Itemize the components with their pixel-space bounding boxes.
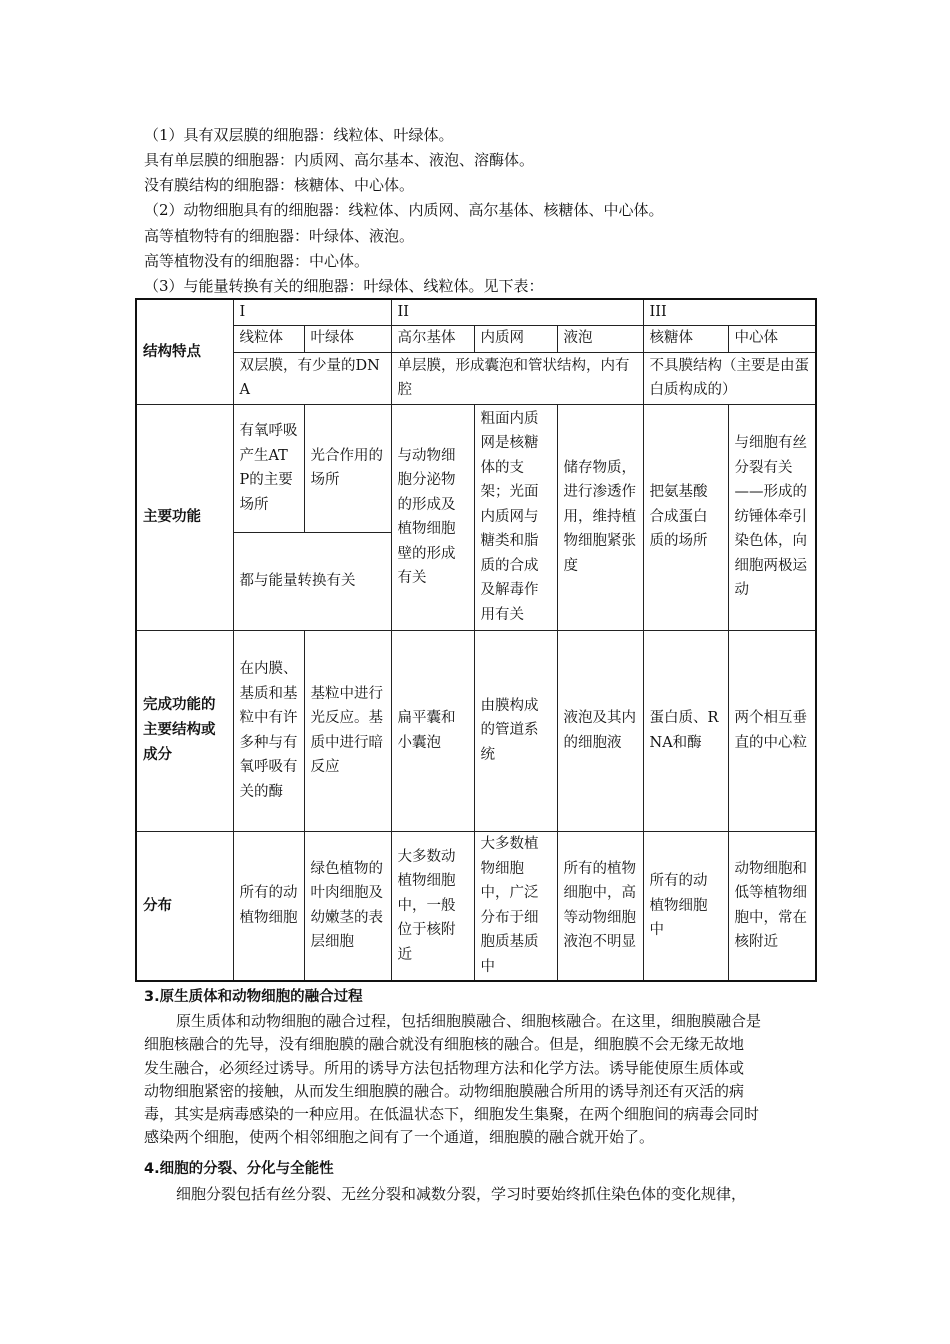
intro-line-6: 高等植物没有的细胞器：中心体。: [144, 252, 370, 270]
intro-line-5: 高等植物特有的细胞器：叶绿体、液泡。: [144, 227, 415, 245]
structure-group3: 不具膜结构（主要是由蛋白质构成的）: [643, 352, 816, 404]
group-header-3: III: [643, 299, 816, 325]
intro-line-7: （3）与能量转换有关的细胞器：叶绿体、线粒体。见下表：: [144, 277, 544, 295]
col-mitochondria: 线粒体: [233, 325, 304, 352]
components-er: 由膜构成的管道系统: [474, 630, 557, 831]
organelle-table: [135, 298, 817, 982]
function-ribosome: 把氨基酸合成蛋白质的场所: [643, 404, 728, 630]
section3-paragraph: [144, 1010, 812, 1150]
function-golgi: 与动物细胞分泌物的形成及植物细胞壁的形成有关: [391, 404, 474, 630]
distribution-mitochondria: 所有的动植物细胞: [233, 831, 304, 981]
section3-line-5: 毒，其实是病毒感染的一种应用。在低温状态下，细胞发生集聚，在两个细胞间的病毒会同时: [144, 1105, 760, 1124]
section4-title: 4.细胞的分裂、分化与全能性: [144, 1161, 334, 1177]
section3-line-3: 发生融合，必须经过诱导。所用的诱导方法包括物理方法和化学方法。诱导能使原生质体或: [144, 1058, 745, 1077]
structure-group1: 双层膜，有少量的DNA: [233, 352, 391, 404]
components-centrosome: 两个相互垂直的中心粒: [728, 630, 816, 831]
col-chloroplast: 叶绿体: [304, 325, 391, 352]
section3-line-4: 动物细胞紧密的接触，从而发生细胞膜的融合。动物细胞膜融合所用的诱导剂还有灭活的病: [144, 1081, 745, 1100]
intro-line-2: 具有单层膜的细胞器：内质网、高尔基本、液泡、溶酶体。: [144, 151, 535, 169]
intro-line-4: （2）动物细胞具有的细胞器：线粒体、内质网、高尔基体、核糖体、中心体。: [144, 201, 664, 219]
col-centrosome: 中心体: [728, 325, 816, 352]
distribution-ribosome: 所有的动植物细胞中: [643, 831, 728, 981]
components-chloroplast: 基粒中进行光反应。基质中进行暗反应: [304, 630, 391, 831]
components-vacuole: 液泡及其内的细胞液: [557, 630, 643, 831]
col-er: 内质网: [474, 325, 557, 352]
components-mitochondria: 在内膜、基质和基粒中有许多种与有氧呼吸有关的酶: [233, 630, 304, 831]
function-er: 粗面内质网是核糖体的支架；光面内质网与糖类和脂质的合成及解毒作用有关: [474, 404, 557, 630]
row-header-function: 主要功能: [136, 404, 233, 630]
intro-line-3: 没有膜结构的细胞器：核糖体、中心体。: [144, 176, 415, 194]
distribution-chloroplast: 绿色植物的叶肉细胞及幼嫩茎的表层细胞: [304, 831, 391, 981]
section3-title: 3.原生质体和动物细胞的融合过程: [144, 989, 363, 1005]
col-ribosome: 核糖体: [643, 325, 728, 352]
intro-line-1: （1）具有双层膜的细胞器：线粒体、叶绿体。: [144, 126, 454, 144]
section3-line-2: 细胞核融合的先导，没有细胞膜的融合就没有细胞核的融合。但是，细胞膜不会无缘无故地: [144, 1035, 745, 1054]
section3-line-1: 原生质体和动物细胞的融合过程，包括细胞膜融合、细胞核融合。在这里，细胞膜融合是: [176, 1012, 762, 1030]
distribution-vacuole: 所有的植物细胞中，高等动物细胞液泡不明显: [557, 831, 643, 981]
group-header-1: I: [233, 299, 391, 325]
function-centrosome: 与细胞有丝分裂有关——形成的纺锤体牵引染色体，向细胞两极运动: [728, 404, 816, 630]
section3-line-6: 感染两个细胞，使两个相邻细胞之间有了一个通道，细胞膜的融合就开始了。: [144, 1128, 655, 1147]
col-golgi: 高尔基体: [391, 325, 474, 352]
section4-line-1: 细胞分裂包括有丝分裂、无丝分裂和减数分裂，学习时要始终抓住染色体的变化规律，: [176, 1185, 747, 1203]
function-shared-energy: 都与能量转换有关: [233, 532, 391, 630]
row-header-distribution: 分布: [136, 831, 233, 981]
function-chloroplast: 光合作用的场所: [304, 404, 391, 532]
row-header-structure: 结构特点: [136, 299, 233, 404]
distribution-centrosome: 动物细胞和低等植物细胞中，常在核附近: [728, 831, 816, 981]
row-header-components: 完成功能的主要结构或成分: [136, 630, 233, 831]
section4-paragraph: [144, 1183, 812, 1206]
distribution-er: 大多数植物细胞中，广泛分布于细胞质基质中: [474, 831, 557, 981]
col-vacuole: 液泡: [557, 325, 643, 352]
structure-group2: 单层膜，形成囊泡和管状结构，内有腔: [391, 352, 643, 404]
group-header-2: II: [391, 299, 643, 325]
components-ribosome: 蛋白质、RNA和酶: [643, 630, 728, 831]
components-golgi: 扁平囊和小囊泡: [391, 630, 474, 831]
function-vacuole: 储存物质，进行渗透作用，维持植物细胞紧张度: [557, 404, 643, 630]
function-mitochondria: 有氧呼吸产生ATP的主要场所: [233, 404, 304, 532]
distribution-golgi: 大多数动植物细胞中，一般位于核附近: [391, 831, 474, 981]
